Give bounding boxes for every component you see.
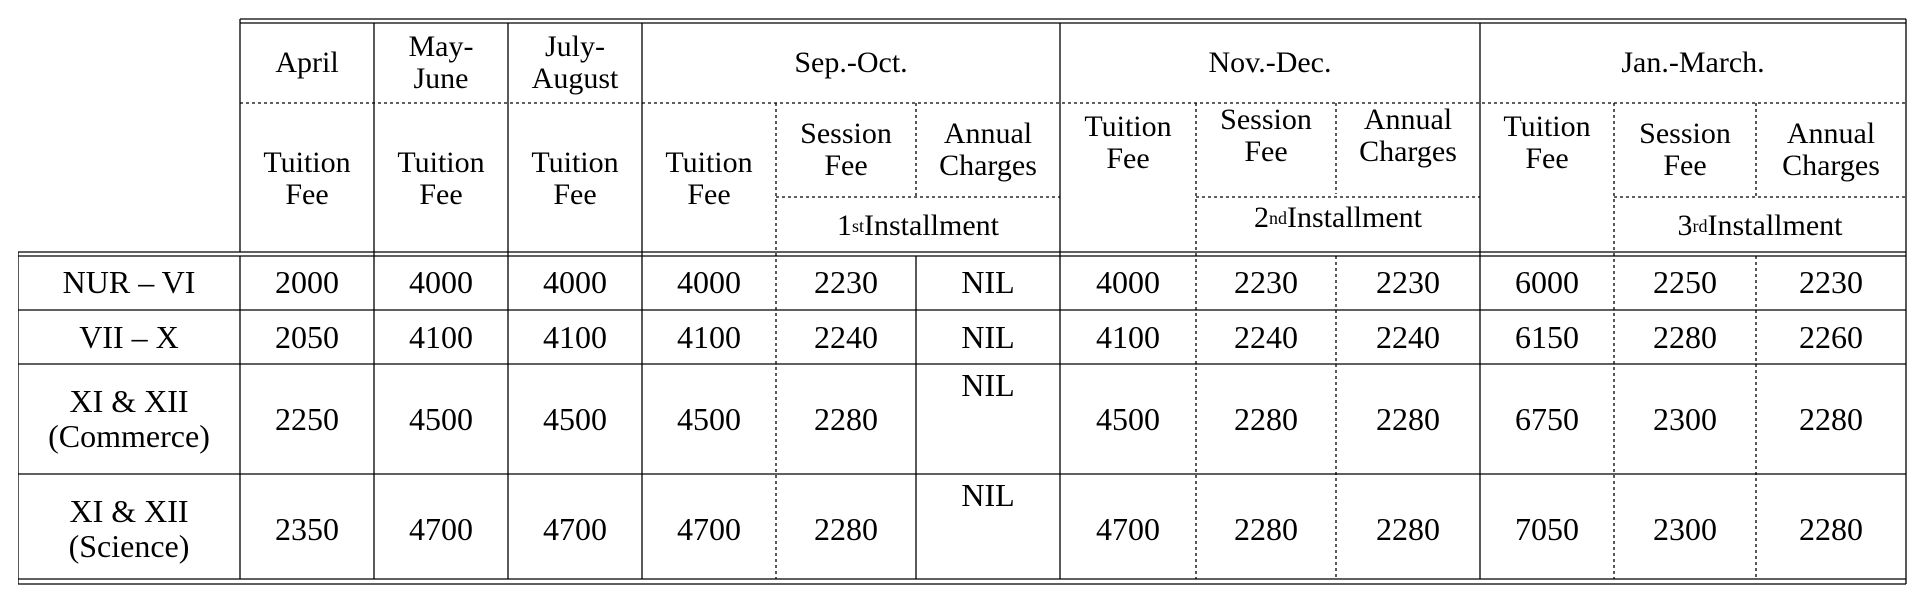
fee-value-cell: 2230 bbox=[1376, 264, 1440, 301]
fee-value-cell: 4700 bbox=[677, 510, 741, 547]
fee-value-cell: 2280 bbox=[814, 510, 878, 547]
fee-value-cell: 4500 bbox=[543, 400, 607, 437]
installment-label-1: 1 st Installment bbox=[837, 208, 999, 242]
fee-value-cell: 4000 bbox=[1096, 264, 1160, 301]
fee-value-cell: 2350 bbox=[275, 510, 339, 547]
fee-value-cell: 2280 bbox=[1376, 400, 1440, 437]
fee-header-tuition: Tuition Fee bbox=[1084, 110, 1172, 176]
fee-value-cell: 2250 bbox=[275, 400, 339, 437]
fee-value-cell: 4100 bbox=[1096, 318, 1160, 355]
period-header-april: April bbox=[275, 45, 339, 79]
fee-value-cell: NIL bbox=[961, 477, 1015, 513]
fee-value-cell: 7050 bbox=[1515, 510, 1579, 547]
fee-value-cell: 2280 bbox=[814, 400, 878, 437]
fee-value-cell: 4000 bbox=[409, 264, 473, 301]
fee-header-session: Session Fee bbox=[1639, 116, 1731, 182]
period-header-nov-dec: Nov.-Dec. bbox=[1208, 45, 1332, 79]
row-class-label: NUR – VI bbox=[62, 264, 196, 301]
fee-value-cell: NIL bbox=[961, 318, 1015, 355]
fee-value-cell: 2260 bbox=[1799, 318, 1863, 355]
fee-structure-table bbox=[18, 18, 1908, 586]
fee-value-cell: 4700 bbox=[1096, 510, 1160, 547]
fee-value-cell: 4700 bbox=[543, 510, 607, 547]
fee-value-cell: 2300 bbox=[1653, 400, 1717, 437]
fee-value-cell: 2280 bbox=[1653, 318, 1717, 355]
fee-value-cell: 2240 bbox=[1234, 318, 1298, 355]
fee-value-cell: NIL bbox=[961, 367, 1015, 403]
period-header-jan-march: Jan.-March. bbox=[1621, 45, 1765, 79]
fee-value-cell: 2240 bbox=[814, 318, 878, 355]
fee-header-tuition: Tuition Fee bbox=[665, 145, 753, 211]
period-header-sep-oct: Sep.-Oct. bbox=[794, 45, 908, 79]
installment-label-3: 3 rd Installment bbox=[1677, 208, 1843, 242]
fee-value-cell: 2280 bbox=[1234, 510, 1298, 547]
fee-value-cell: 2280 bbox=[1799, 400, 1863, 437]
fee-value-cell: 2280 bbox=[1234, 400, 1298, 437]
fee-value-cell: 2300 bbox=[1653, 510, 1717, 547]
fee-value-cell: 4000 bbox=[677, 264, 741, 301]
fee-value-cell: 2230 bbox=[1234, 264, 1298, 301]
fee-value-cell: 4500 bbox=[677, 400, 741, 437]
fee-header-session: Session Fee bbox=[1220, 103, 1312, 169]
fee-header-tuition: Tuition Fee bbox=[263, 145, 351, 211]
fee-header-session: Session Fee bbox=[800, 116, 892, 182]
fee-value-cell: 2280 bbox=[1799, 510, 1863, 547]
row-class-label: VII – X bbox=[79, 318, 179, 355]
fee-value-cell: 2240 bbox=[1376, 318, 1440, 355]
fee-value-cell: 4500 bbox=[409, 400, 473, 437]
period-header-july-august: July- August bbox=[531, 29, 619, 95]
fee-value-cell: 6150 bbox=[1515, 318, 1579, 355]
fee-header-annual: Annual Charges bbox=[1782, 116, 1880, 182]
fee-value-cell: 6000 bbox=[1515, 264, 1579, 301]
fee-value-cell: 2280 bbox=[1376, 510, 1440, 547]
fee-value-cell: 4100 bbox=[409, 318, 473, 355]
fee-value-cell: 6750 bbox=[1515, 400, 1579, 437]
fee-value-cell: 2250 bbox=[1653, 264, 1717, 301]
fee-value-cell: 2230 bbox=[1799, 264, 1863, 301]
row-class-label: XI & XII (Science) bbox=[68, 493, 190, 564]
fee-header-annual: Annual Charges bbox=[1359, 103, 1457, 169]
fee-value-cell: 4100 bbox=[677, 318, 741, 355]
fee-header-tuition: Tuition Fee bbox=[397, 145, 485, 211]
fee-header-tuition: Tuition Fee bbox=[1503, 110, 1591, 176]
fee-header-tuition: Tuition Fee bbox=[531, 145, 619, 211]
period-header-may-june: May- June bbox=[408, 29, 474, 95]
fee-value-cell: NIL bbox=[961, 264, 1015, 301]
fee-value-cell: 4700 bbox=[409, 510, 473, 547]
fee-value-cell: 4500 bbox=[1096, 400, 1160, 437]
fee-value-cell: 2000 bbox=[275, 264, 339, 301]
fee-value-cell: 4100 bbox=[543, 318, 607, 355]
fee-value-cell: 2050 bbox=[275, 318, 339, 355]
installment-label-2: 2 nd Installment bbox=[1254, 200, 1422, 234]
fee-value-cell: 4000 bbox=[543, 264, 607, 301]
fee-header-annual: Annual Charges bbox=[939, 116, 1037, 182]
fee-value-cell: 2230 bbox=[814, 264, 878, 301]
row-class-label: XI & XII (Commerce) bbox=[48, 383, 210, 454]
